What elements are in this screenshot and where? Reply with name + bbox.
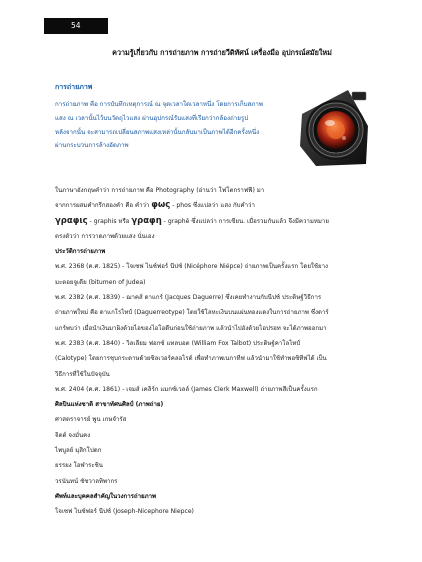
page-number: 54 [71,21,81,30]
artist-name: วรนันทน์ ชัชวาลทิพากร [55,477,118,485]
artist-name: ไพบูลย์ มุสิกโปดก [55,447,102,455]
greek-word-graphis: γραφις [55,215,88,226]
history-line: พ.ศ. 2368 (ค.ศ. 1825) - โจเซฟ ไนซ์ฟอร์ นีปซ์ (Nicéphore Niépce) ถ่ายภาพเป็นครั้งแรก โดยใช้ยาง [55,263,329,271]
artist-name: ยรรยง โอฬาระชิน [55,462,103,470]
section-heading-photography: การถ่ายภาพ [55,83,93,91]
history-heading: ประวัติการถ่ายภาพ [55,248,106,256]
page-title: ความรู้เกี่ยวกับ การถ่ายภาพ การถ่ายวีดิทัศน์ เครื่องมือ อุปกรณ์สมัยใหม่ [112,48,332,57]
intro-line: การถ่ายภาพ คือ การบันทึกเหตุการณ์ ณ จุดเวลาใดเวลาหนึ่ง โดยการเก็บสภาพ [55,101,263,108]
artist-name: ศาสตราจารย์ พูน เกษจำรัส [55,416,127,424]
history-line: มะตอยจูเดีย (bitumen of Judea) [55,278,146,286]
camera-lens-image [296,86,370,170]
body-text [55,183,385,520]
key-person: โจเซฟ ไนซ์ฟอร์ นีปซ์ (Joseph-Nicephore Niepce) [55,508,194,516]
history-line: พ.ศ. 2383 (ค.ศ. 1840) - วิลเลียม ฟอกซ์ แทลบอต (William Fox Talbot) ประดิษฐ์คาโลไทป์ [55,339,301,347]
national-artists-heading: ศิลปินแห่งชาติ สาขาทัศนศิลป์ (ภาพถ่าย) [55,401,164,409]
greek-word-phos: φως [151,200,171,211]
history-line: วิธีการที่ใช้ในปัจจุบัน [55,370,110,378]
greek-word-graphe: γραφη [131,215,162,226]
history-line: พ.ศ. 2382 (ค.ศ. 1839) - ฌาคส์ ดาแกร์ (Jacques Daguerre) ซึ่งเคยทำงานกับนีปซ์ ประดิษฐ์วิธีการ [55,294,322,302]
text-span: - phos ซึ่งแปลว่า แสง กับคำว่า [170,202,255,210]
history-line: แกร์พบว่า เมื่อนำเงินมาผิงด้วยไอของไอโอดีนก่อนใช้ถ่ายภาพ แล้วนำไปอังด้วยไอปรอท จะได้ภาพออกมา [55,324,327,332]
history-line: (Calotype) โดยการชุบกระดาษด้วยซิลเวอร์คลอไรด์ เพื่อทำภาพเนกาทีฟ แล้วนำมาใช้ทำพอซิทีฟได้ เป็น [55,355,327,363]
intro-line: ผ่านกระบวนการล้างอัดภาพ [55,142,129,150]
etymology-line: ในภาษาอังกฤษคำว่า การถ่ายภาพ คือ Photography (อ่านว่า โฟโตกราฟฟี) มา [55,187,265,194]
artist-name: จิตต์ จงมั่นคง [55,431,91,439]
history-line: ถ่ายภาพใหม่ คือ ดาแกโรไทป์ (Daguerreotype) โดยใช้โลหะเงินบนแผ่นทองแดงในการถ่ายภาพ ซึ่งดาร์ [55,309,329,317]
text-span: - graphê ซึ่งแปลว่า การเขียน. เมื่อรวมกันแล้ว จึงมีความหมาย [161,217,329,225]
text-span: - graphis หรือ [87,217,132,225]
etymology-line [55,198,385,213]
etymology-line: ตรงตัวว่า การวาดภาพด้วยแสง นั่นเอง [55,232,155,240]
text-span: จากการผสมคำกรีกสองคำ คือ คำว่า [55,202,152,210]
key-people-heading: ศัพท์และบุคคลสำคัญในวงการถ่ายภาพ [55,492,157,500]
history-line: พ.ศ. 2404 (ค.ศ. 1861) - เจมส์ เคลิร์ก แมกซ์เวลล์ (James Clerk Maxwell) ถ่ายภาพสีเป็นครั้งแรก [55,385,318,393]
intro-paragraph [55,98,295,153]
intro-line: หลังจากนั้น จะสามารถเปลี่ยนสภาพแสงเหล่านั้นกลับมาเป็นภาพได้อีกครั้งหนึ่ง [55,128,260,136]
intro-line: แสง ณ เวลานั้นไว้บนวัตถุไวแสง ผ่านอุปกรณ์รับแสงที่เรียกว่ากล้องถ่ายรูป [55,114,249,122]
page-number-badge [44,18,108,34]
etymology-line [55,214,385,229]
